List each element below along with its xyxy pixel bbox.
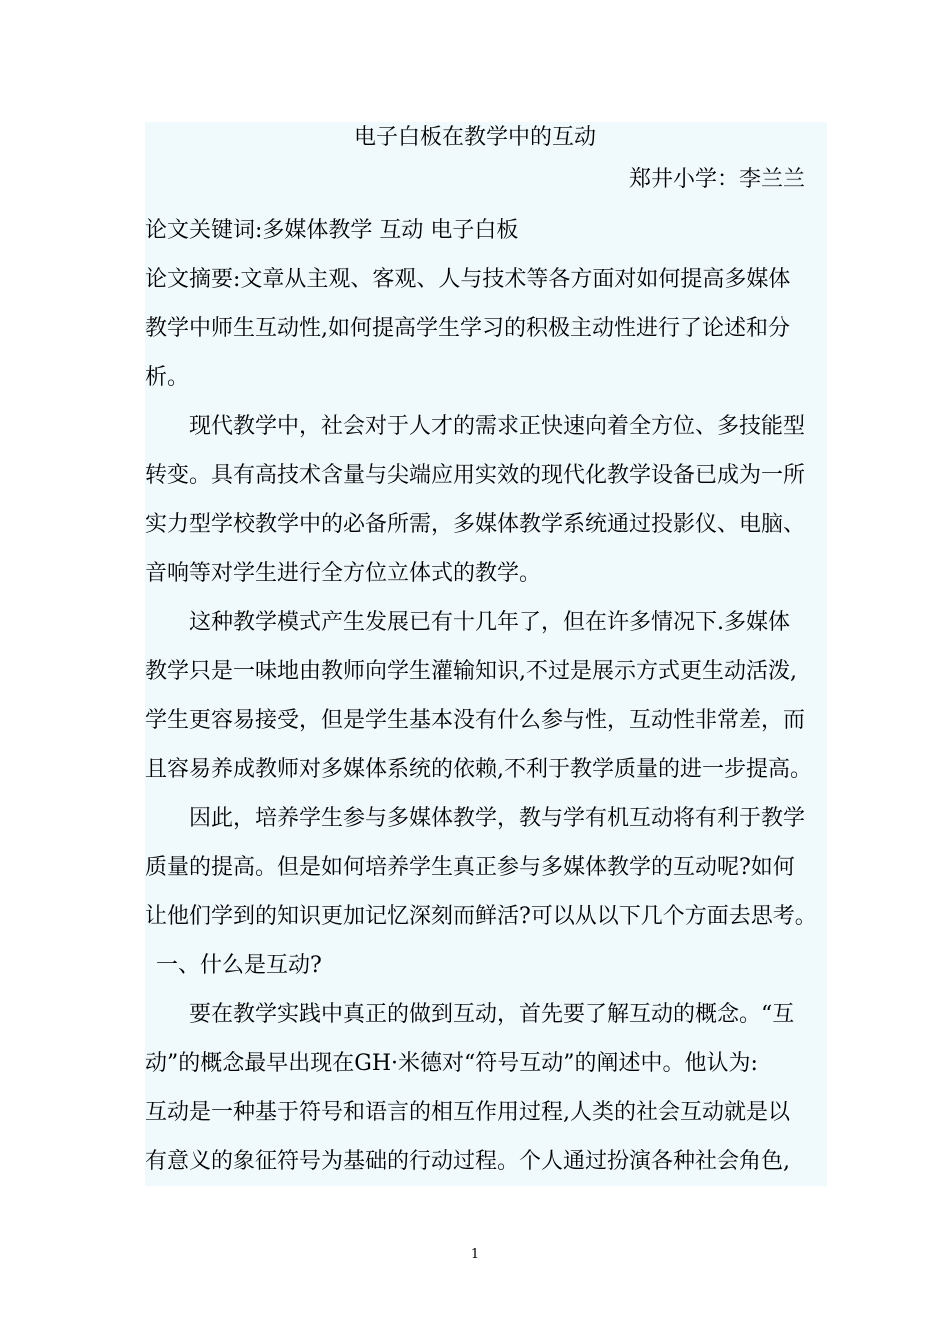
page-number: 1	[470, 1247, 480, 1262]
paragraph-3-line: 让他们学到的知识更加记忆深刻而鲜活?可以从以下几个方面去思考。	[145, 904, 817, 929]
paragraph-1-line: 现代教学中，社会对于人才的需求正快速向着全方位、多技能型	[189, 414, 806, 439]
paragraph-4-line: 有意义的象征符号为基础的行动过程。个人通过扮演各种社会角色,	[145, 1149, 790, 1174]
keywords-line: 论文关键词:多媒体教学 互动 电子白板	[145, 218, 519, 243]
paragraph-2-line: 学生更容易接受，但是学生基本没有什么参与性，互动性非常差，而	[145, 708, 806, 733]
paragraph-1-line: 音响等对学生进行全方位立体式的教学。	[145, 561, 542, 586]
paragraph-4-line: 要在教学实践中真正的做到互动，首先要了解互动的概念。“互	[189, 1002, 795, 1027]
paragraph-1-line: 实力型学校教学中的必备所需，多媒体教学系统通过投影仪、电脑、	[145, 512, 806, 537]
abstract-line: 论文摘要:文章从主观、客观、人与技术等各方面对如何提高多媒体	[145, 267, 791, 292]
paragraph-2-line: 且容易养成教师对多媒体系统的依赖,不利于教学质量的进一步提高。	[145, 757, 812, 782]
section-1-heading: 一、什么是互动?	[156, 953, 322, 978]
paragraph-4-line: 动”的概念最早出现在GH·米德对“符号互动”的阐述中。他认为:	[145, 1051, 758, 1076]
abstract-line: 教学中师生互动性,如何提高学生学习的积极主动性进行了论述和分	[145, 316, 790, 341]
paragraph-2-line: 教学只是一味地由教师向学生灌输知识,不过是展示方式更生动活泼,	[145, 659, 797, 684]
document-body	[145, 122, 827, 1186]
author-line: 郑井小学：李兰兰	[628, 167, 805, 192]
paragraph-1-line: 转变。具有高技术含量与尖端应用实效的现代化教学设备已成为一所	[145, 463, 806, 488]
abstract-line: 析。	[145, 365, 190, 390]
paragraph-3-line: 质量的提高。但是如何培养学生真正参与多媒体教学的互动呢?如何	[145, 855, 795, 880]
paragraph-3-line: 因此，培养学生参与多媒体教学，教与学有机互动将有利于教学	[189, 806, 806, 831]
paragraph-2-line: 这种教学模式产生发展已有十几年了，但在许多情况下.多媒体	[189, 610, 790, 635]
document-title: 电子白板在教学中的互动	[353, 125, 596, 150]
paragraph-4-line: 互动是一种基于符号和语言的相互作用过程,人类的社会互动就是以	[145, 1100, 790, 1125]
